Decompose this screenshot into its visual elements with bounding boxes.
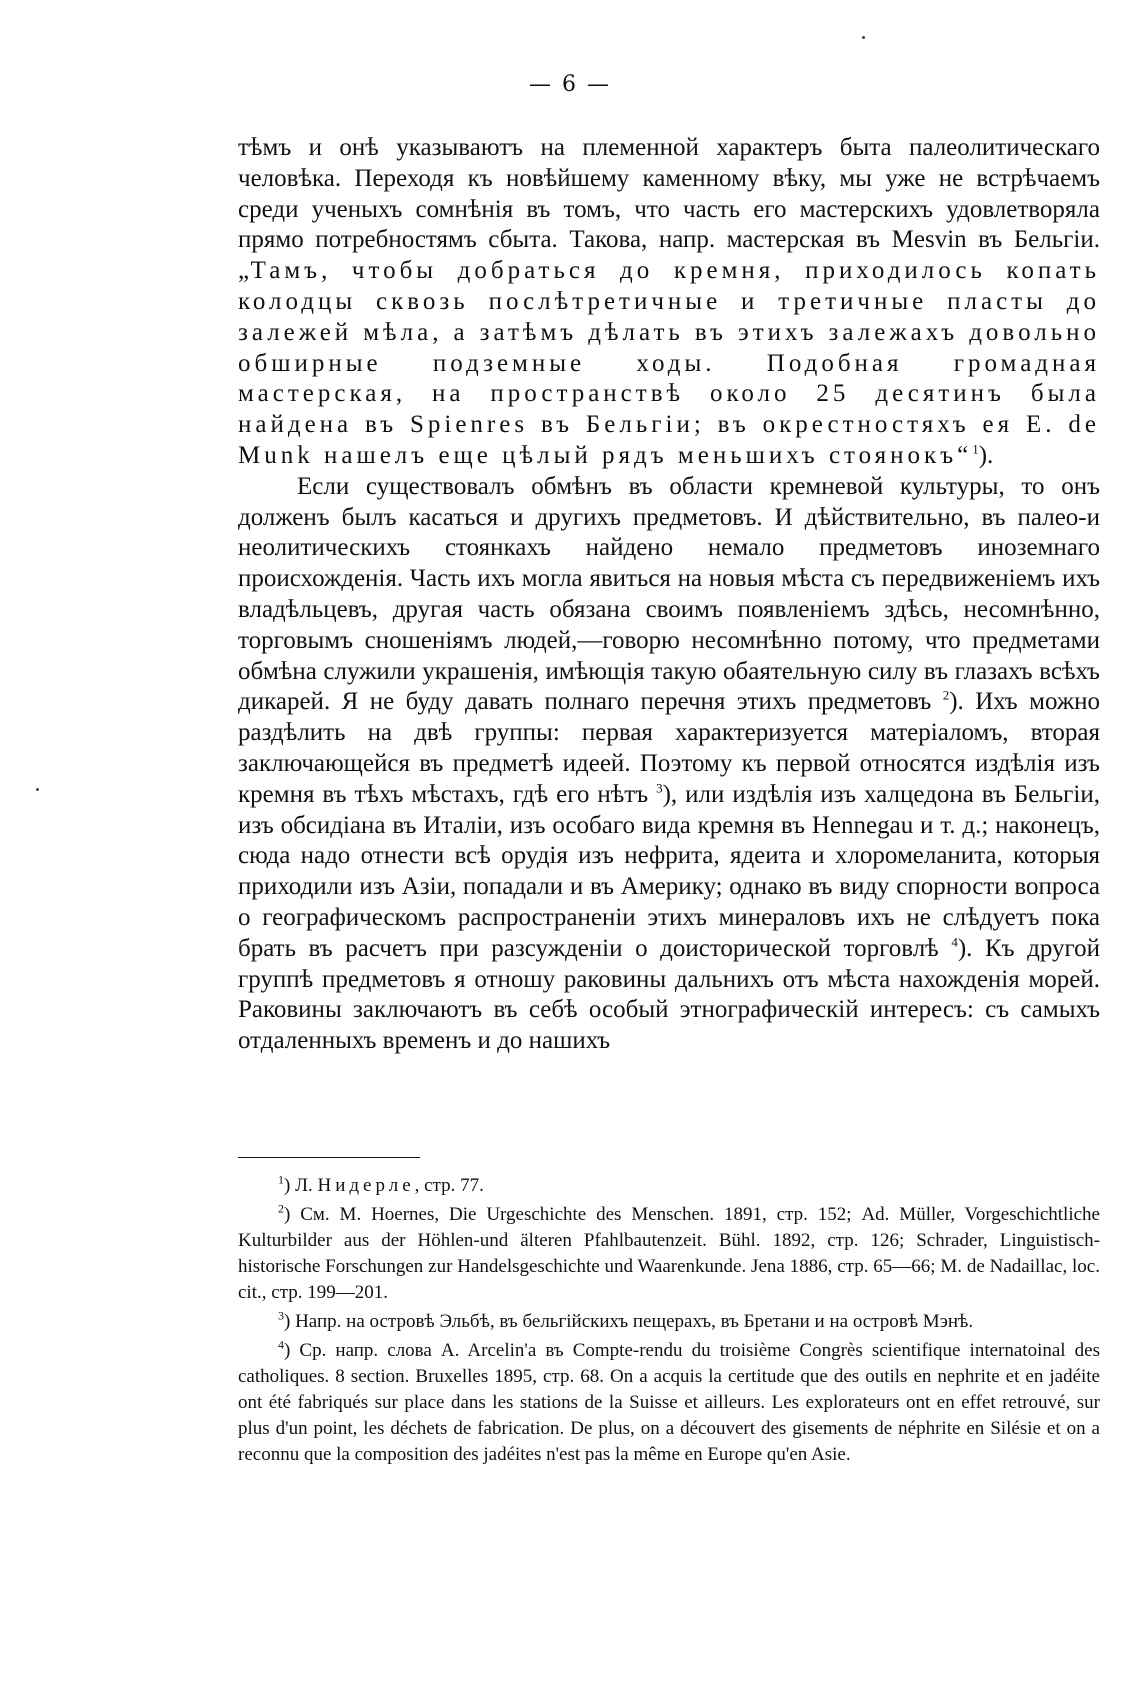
footnote xyxy=(238,1173,1100,1199)
footnote-divider xyxy=(238,1157,420,1158)
footnote-text: , стр. 77. xyxy=(414,1175,484,1196)
paragraph-text: ), или издѣлія изъ халцедона въ Бельгіи, изъ обсидіана въ Италіи, изъ особаго вида кремня въ Hennegau и т. д.; наконецъ, сюда надо отнести всѣ орудія изъ нефрита, ядеита и хлоромеланита, которыя приходили изъ Азіи, попадали и въ Америку; однако въ виду спорности вопроса о географическомъ распространеніи этихъ минераловъ ихъ не слѣдуетъ пока брать въ расчетъ при разсужденіи о доисторической торговлѣ xyxy=(238,780,1100,962)
footnote-mark: 2 xyxy=(278,1201,284,1216)
paragraph-text: ). Ихъ можно раздѣлить на двѣ группы: первая характеризуется матеріаломъ, вторая заключающейся въ предметѣ идеей. Поэтому къ первой относятся издѣлія изъ кремня въ тѣхъ мѣстахъ, гдѣ его нѣтъ xyxy=(238,688,1100,808)
footnote-ref: 2 xyxy=(942,688,950,704)
scan-speck xyxy=(36,788,39,791)
quoted-text-spaced: „Тамъ, чтобы добраться до кремня, приходилось копать колодцы сквозь послѣтретичные и третичные пласты до залежей мѣла, а затѣмъ дѣлать въ этихъ залежахъ довольно обширные подземные ходы. Подобная громадная мастерская, на пространствѣ около 25 десятинъ была найдена въ Spienres въ Бельгіи; въ окрестностяхъ ея E. de Munk нашелъ еще цѣлый рядъ меньшихъ стоянокъ“ xyxy=(238,257,1100,469)
footnote xyxy=(238,1202,1100,1306)
footnote-text: ) Л. xyxy=(284,1175,318,1196)
footnote-ref: 3 xyxy=(656,780,663,796)
footnotes xyxy=(238,1173,1100,1471)
footnote xyxy=(238,1309,1100,1335)
footnote-ref: 4 xyxy=(951,934,958,950)
paragraph-text: Если существовалъ обмѣнъ въ области кремневой культуры, то онъ долженъ былъ касаться и другихъ предметовъ. И дѣйствительно, въ палео-и неолитическихъ стоянкахъ найдено немало предметовъ иноземнаго происхожденія. Часть ихъ могла явиться на новыя мѣста съ передвиженіемъ ихъ владѣльцевъ, другая часть обязана своимъ появленіемъ здѣсь, несомнѣнно, торговымъ сношеніямъ людей,—говорю несомнѣнно потому, что предметами обмѣна служили украшенія, имѣющія такую обаятельную силу въ глазахъ всѣхъ дикарей. Я не буду давать полнаго перечня этихъ предметовъ xyxy=(238,472,1100,716)
footnote-ref: 1 xyxy=(972,441,979,457)
footnote-text: ) См. M. Hoernes, Die Urgeschichte des Menschen. 1891, стр. 152; Ad. Müller, Vorgeschichtliche Kulturbilder aus der Höhlen-und älteren Pfahlbautenzeit. Bühl. 1892, стр. 126; Schrader, Linguistisch-historische Forschungen zur Handelsgeschichte und Waarenkunde. Jena 1886, стр. 65—66; M. de Nadaillac, loc. cit., стр. 199—201. xyxy=(238,1204,1100,1303)
paragraph-text: ). Къ другой группѣ предметовъ я отношу раковины дальнихъ отъ мѣста нахожденія морей. Раковины заключаютъ въ себѣ особый этнографическій интересъ: съ самыхъ отдаленныхъ временъ и до нашихъ xyxy=(238,934,1101,1055)
scan-speck xyxy=(862,36,865,39)
footnote-text: ) Напр. на островѣ Эльбѣ, въ бельгійскихъ пещерахъ, въ Бретани и на островѣ Мэнѣ. xyxy=(284,1311,974,1332)
paragraph-text: ). xyxy=(978,441,994,469)
footnote xyxy=(238,1338,1100,1468)
footnote-mark: 1 xyxy=(278,1172,284,1187)
paragraph-text: тѣмъ и онѣ указываютъ на племенной характеръ быта палеолитическаго человѣка. Переходя къ новѣйшему каменному вѣку, мы уже не встрѣчаемъ среди ученыхъ сомнѣнія въ томъ, что часть его мастерскихъ удовлетворяла прямо потребностямъ сбыта. Такова, напр. мастерская въ Mesvin въ Бельгіи. xyxy=(238,134,1100,254)
paragraph xyxy=(238,472,1100,1057)
page-number: — 6 — xyxy=(529,72,611,97)
paragraph xyxy=(238,133,1100,472)
footnote-author-spaced: Нидерле xyxy=(317,1175,415,1196)
footnote-text: ) Ср. напр. слова A. Arcelin'a въ Compte-rendu du troisième Congrès scientifique internatoinal des catholiques. 8 section. Bruxelles 1895, стр. 68. On a acquis la certitude que des outils en nephrite et en jadéite ont été fabriqués sur place dans les stations de la Suisse et ailleurs. Les explorateurs ont en effet retrouvé, sur plus d'un point, les déchets de fabrication. De plus, on a découvert des gisements de néphrite en Silésie et on a reconnu que la composition des jadéites n'est pas la même en Europe qu'en Asie. xyxy=(238,1340,1100,1465)
footnote-mark: 3 xyxy=(278,1308,284,1323)
footnote-mark: 4 xyxy=(278,1337,284,1352)
main-text-block xyxy=(238,133,1100,1057)
